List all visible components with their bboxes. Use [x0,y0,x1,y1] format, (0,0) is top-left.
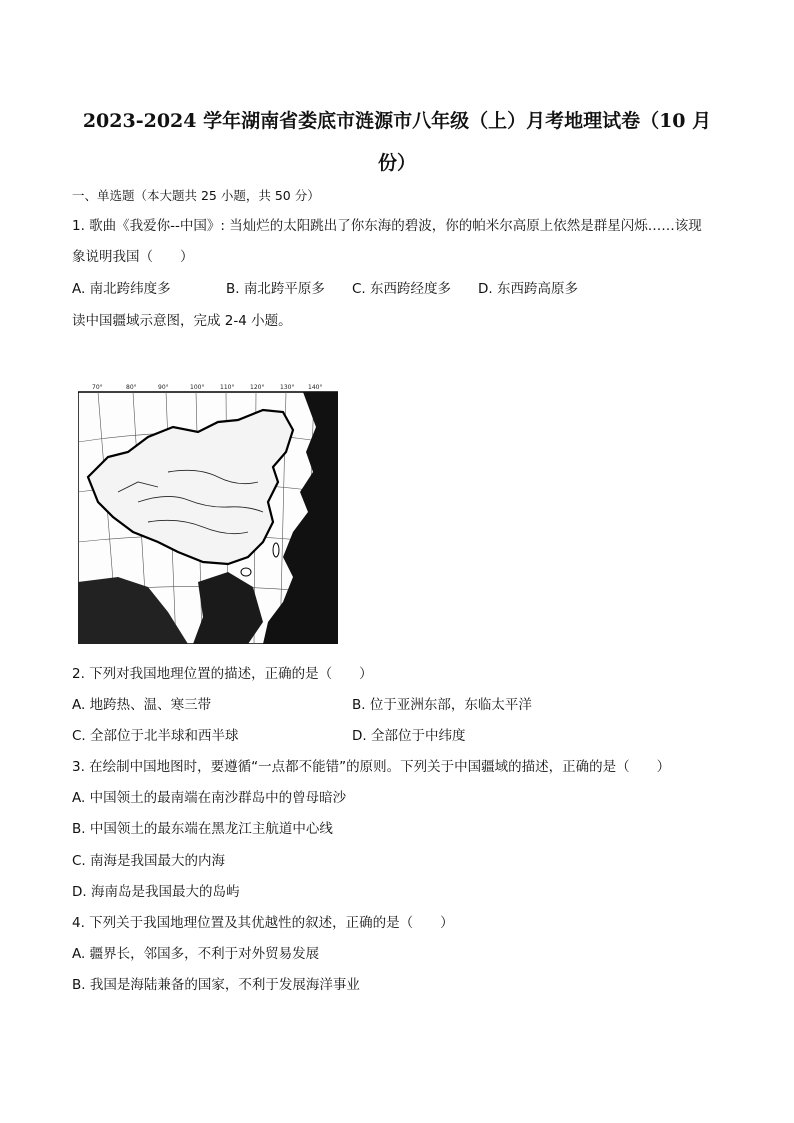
lon-label-140: 140° [308,384,323,391]
lon-label-90: 90° [158,384,169,391]
lon-label-120: 120° [250,384,265,391]
section-heading: 一、单选题（本大题共 25 小题，共 50 分） [72,188,320,203]
q3-stem: 3. 在绘制中国地图时，要遵循“一点都不能错”的原则。下列关于中国疆域的描述，正确的是（ ） [72,759,671,775]
q3-option-b: B. 中国领土的最东端在黑龙江主航道中心线 [72,821,333,837]
exam-title-line2: 份） [377,152,416,174]
q1-option-a: A. 南北跨纬度多 [72,281,171,297]
q2-option-d: D. 全部位于中纬度 [352,728,466,744]
q3-option-c: C. 南海是我国最大的内海 [72,853,226,869]
q1-stem-line1: 1. 歌曲《我爱你--中国》: 当灿烂的太阳跳出了你东海的碧波，你的帕米尔高原上依然是群星闪烁……该现 [72,218,702,234]
q3-option-a: A. 中国领土的最南端在南沙群岛中的曾母暗沙 [72,790,347,806]
q2-option-c: C. 全部位于北半球和西半球 [72,728,239,744]
q3-option-d: D. 海南岛是我国最大的岛屿 [72,884,240,900]
lon-label-110: 110° [220,384,235,391]
lon-label-70: 70° [92,384,103,391]
map-intro: 读中国疆域示意图，完成 2-4 小题。 [72,313,292,329]
q2-option-b: B. 位于亚洲东部，东临太平洋 [352,697,532,713]
q1-option-b: B. 南北跨平原多 [226,281,325,297]
q4-stem: 4. 下列关于我国地理位置及其优越性的叙述，正确的是（ ） [72,915,454,931]
exam-title-line1: 2023-2024 学年湖南省娄底市涟源市八年级（上）月考地理试卷（10 月 [82,110,712,132]
lon-label-130: 130° [280,384,295,391]
q1-option-c: C. 东西跨经度多 [352,281,452,297]
q2-option-a: A. 地跨热、温、寒三带 [72,697,212,713]
q2-stem: 2. 下列对我国地理位置的描述，正确的是（ ） [72,666,373,682]
exam-title [0,100,794,184]
q1-stem-line2: 象说明我国（ ） [72,249,194,265]
lon-label-80: 80° [126,384,137,391]
q4-option-a: A. 疆界长，邻国多，不利于对外贸易发展 [72,946,320,962]
lon-label-100: 100° [190,384,205,391]
china-territory-map [78,382,338,644]
q4-option-b: B. 我国是海陆兼备的国家，不利于发展海洋事业 [72,977,360,993]
q1-option-d: D. 东西跨高原多 [478,281,578,297]
